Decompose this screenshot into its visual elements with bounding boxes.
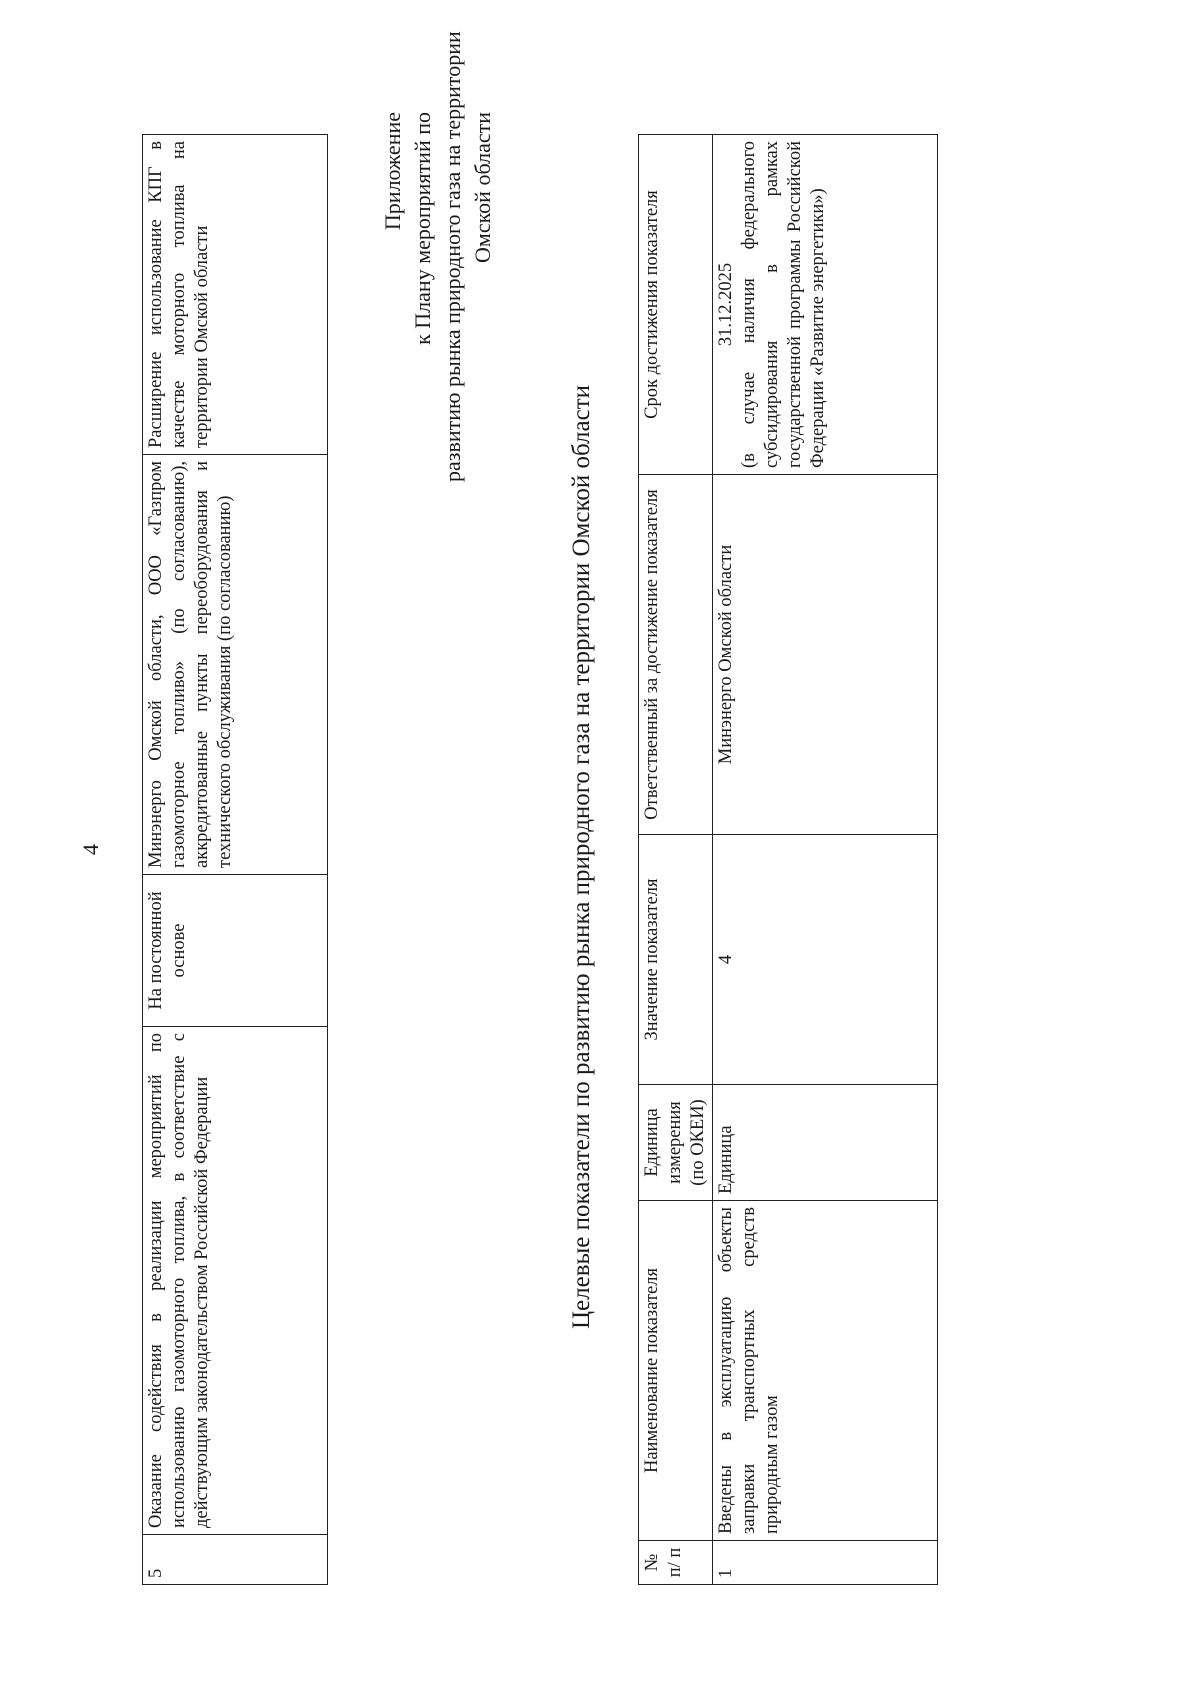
appendix-line: к Плану мероприятий по xyxy=(410,112,435,345)
indicator-deadline xyxy=(713,135,938,475)
header-deadline: Срок достижения показателя xyxy=(639,135,713,475)
header-row xyxy=(639,135,713,1585)
activities-table xyxy=(142,134,328,1585)
activity-cell: Оказание содействия в реализации мероприятий по использованию газомоторного топлива, в соответствие с действующим законодательством Российской Федерации xyxy=(143,1027,328,1535)
table-row xyxy=(143,135,328,1585)
row-number: 5 xyxy=(143,1535,328,1585)
indicator-value: 4 xyxy=(713,835,938,1085)
section-heading: Целевые показатели по развитию рынка природного газа на территории Омской области xyxy=(568,384,595,1330)
header-name: Наименование показателя xyxy=(639,1201,713,1541)
deadline-cell: На постоянной основе xyxy=(143,875,328,1027)
header-responsible: Ответственный за достижение показателя xyxy=(639,475,713,835)
deadline-note: (в случае наличия федерального субсидирования в рамках государственной программы Российской Федерации «Развитие энергетики») xyxy=(739,141,828,468)
header-num: № п/ п xyxy=(639,1541,713,1585)
indicator-responsible: Минэнерго Омской области xyxy=(713,475,938,835)
appendix-note xyxy=(378,31,498,482)
indicator-unit: Единица xyxy=(713,1085,938,1201)
row-number: 1 xyxy=(713,1541,938,1585)
responsible-cell: Минэнерго Омской области, ООО «Газпром газомоторное топливо» (по согласованию), аккредитованные пункты переоборудования и технического обслуживания (по согласованию) xyxy=(143,455,328,875)
appendix-line: Приложение xyxy=(380,112,405,231)
indicators-table xyxy=(638,134,938,1585)
table-row xyxy=(713,135,938,1585)
appendix-line: развитию рынка природного газа на территории xyxy=(440,31,465,482)
header-unit: Единица измерения (по ОКЕИ) xyxy=(639,1085,713,1201)
result-cell: Расширение использование КПГ в качестве моторного топлива на территории Омской области xyxy=(143,135,328,455)
indicator-name: Введены в эксплуатацию объекты заправки транспортных средств природным газом xyxy=(713,1201,938,1541)
page-number: 4 xyxy=(78,844,103,855)
deadline-date: 31.12.2025 xyxy=(716,262,736,347)
header-value: Значение показателя xyxy=(639,835,713,1085)
appendix-line: Омской области xyxy=(470,112,495,263)
